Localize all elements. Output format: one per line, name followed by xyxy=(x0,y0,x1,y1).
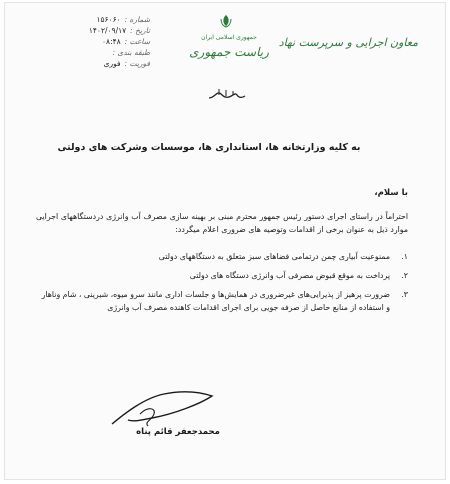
meta-priority xyxy=(30,58,150,69)
action-items-list xyxy=(36,250,408,320)
iran-emblem-icon xyxy=(219,14,233,28)
item-text: پرداخت به موقع قبوض مصرفی آب وانرژی دستگاه های دولتی xyxy=(189,271,390,280)
meta-time xyxy=(30,36,150,47)
letter-page xyxy=(4,2,446,480)
addressee-line: به کلیه وزارتخانه ها، استانداری ها، موسسات وشرکت های دولتی xyxy=(57,142,361,153)
list-item xyxy=(36,288,408,314)
meta-value: ۱۵۶۰۶۰ xyxy=(96,15,121,24)
office-title: ریاست جمهوری xyxy=(189,45,269,59)
greeting: با سلام، xyxy=(374,188,408,198)
item-number: ۱. xyxy=(401,252,408,261)
intro-paragraph: احتراماً در راستای اجرای دستور رئیس جمهور محترم مبنی بر بهینه سازی مصرف آب وانرژی دردستگاههای اجرایی موارد ذیل به عنوان برخی از اقدامات وتوصیه های ضروری اعلام میگردد: xyxy=(36,212,408,234)
meta-date xyxy=(30,25,150,36)
meta-number xyxy=(30,14,150,25)
meta-value: فوری xyxy=(103,59,121,68)
item-number: ۳. xyxy=(401,290,408,299)
office-country: جمهوری اسلامی ایران xyxy=(201,34,257,41)
list-item xyxy=(36,269,408,282)
meta-value: ۰۸:۴۸ xyxy=(102,37,121,46)
item-text: ممنوعیت آبیاری چمن درتمامی فضاهای سبز متعلق به دستگاههای دولتی xyxy=(158,252,390,261)
item-text: ضرورت پرهیز از پذیرایی‌های غیرضروری در همایش‌ها و جلسات اداری مانند سرو میوه، شیرینی ، شام وناهار و استفاده از منابع حاصل از صرفه جویی برای اجرای اقدامات کاهنده مصرف آب وانرژی xyxy=(41,290,390,312)
letter-meta xyxy=(30,14,150,69)
signatory-name: محمدجعفر قائم پناه xyxy=(136,427,220,437)
meta-label: طبقه بندی : xyxy=(112,48,150,57)
meta-label: تاریخ : xyxy=(130,26,150,35)
list-item xyxy=(36,250,408,263)
item-number: ۲. xyxy=(401,271,408,280)
meta-label: فوریت : xyxy=(124,59,150,68)
meta-label: ساعت : xyxy=(124,37,150,46)
meta-classification xyxy=(30,47,150,58)
bismillah-calligraphy-icon xyxy=(207,86,247,102)
meta-value: ۱۴۰۲/۰۹/۱۷ xyxy=(88,26,127,35)
meta-label: شماره : xyxy=(124,15,150,24)
department-title: معاون اجرایی و سرپرست نهاد xyxy=(278,36,418,49)
handwritten-signature-icon xyxy=(104,384,224,432)
